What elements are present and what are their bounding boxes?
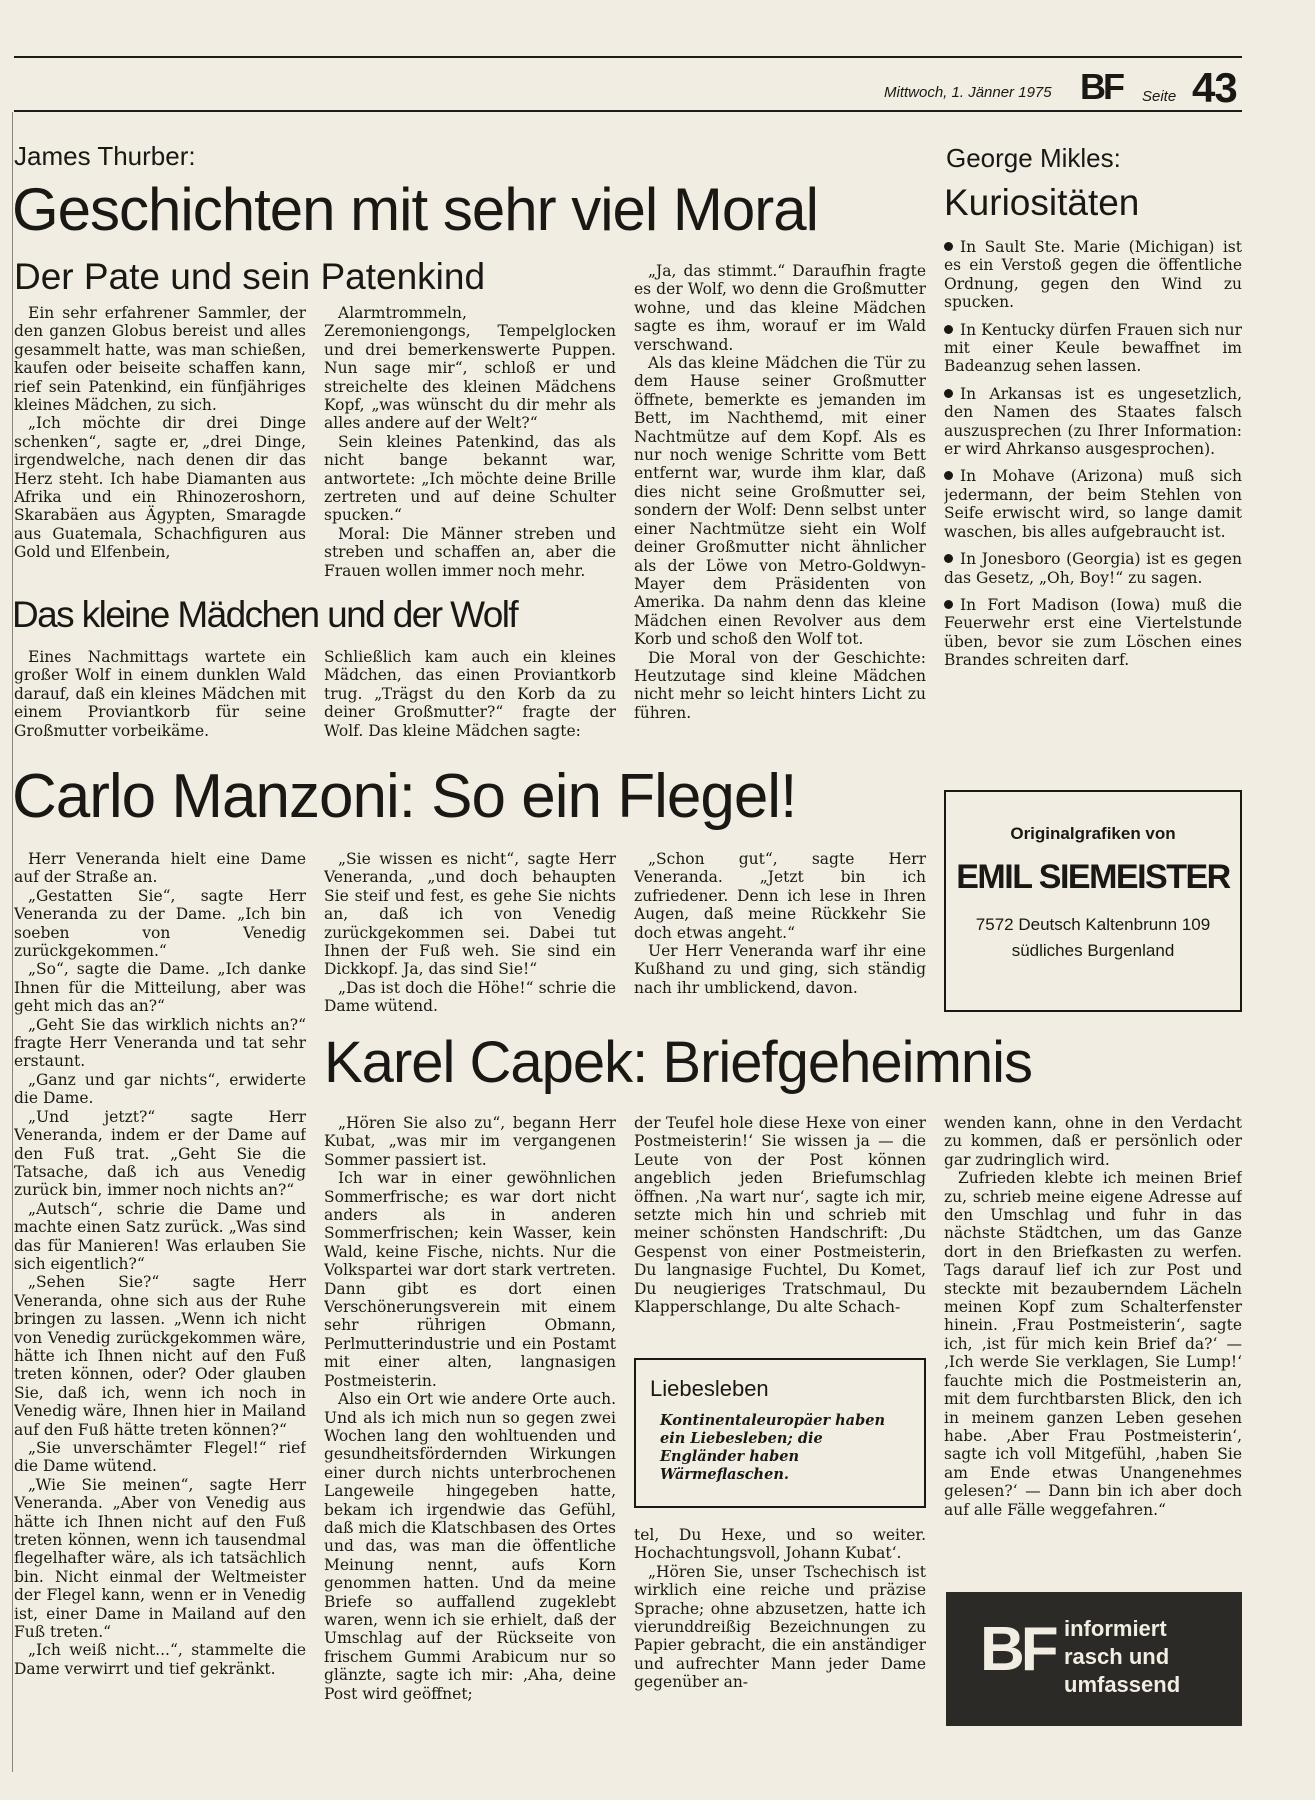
paragraph: „Das ist doch die Höhe!“ schrie die Dame wütend. <box>324 978 616 1016</box>
capek-headline: Karel Capek: Briefgeheimnis <box>324 1030 1033 1095</box>
left-margin-rule <box>12 112 13 1772</box>
bf-ad-box <box>946 1592 1242 1726</box>
paragraph: der Teufel hole diese Hexe von einer Postmeisterin!‘ Sie wissen ja — die Leute von der Post können angeblich jeden Briefumschlag öffnen. ‚Na wart nur‘, sagte ich mir, setzte mich hin und schrieb mit meiner schönsten Handschrift: ‚Du Gespenst von einer Postmeisterin, Du langnasige Fuchtel, Du Komet, Du neugieriges Tratschmaul, Du Klapperschlange, Du alte Schach- <box>634 1114 926 1317</box>
siemeister-ad-address: 7572 Deutsch Kaltenbrunn 109 <box>975 915 1211 934</box>
paragraph: Ich war in einer gewöhnlichen Sommerfrische; es war dort nicht anders als in anderen Sommerfrischen; kein Wasser, kein Wald, keine Fische, nichts. Nur die Volkspartei war dort stark vertreten. Dann gibt es dort einen Verschönerungsverein mit einem sehr rührigen Obmann, Perlmutterindustrie und ein Postamt mit einer alten, langnasigen Postmeisterin. <box>324 1169 616 1390</box>
paragraph: „Hören Sie, unser Tschechisch ist wirklich eine reiche und präzise Sprache; ohne abzusetzen, hatte ich vierunddreißig Bezeichnungen zu Papier gebracht, die ein anständiger und aufrechter Mann jeder Dame gegenüber an- <box>634 1562 926 1692</box>
paragraph: „So“, sagte die Dame. „Ich danke Ihnen für die Mitteilung, aber was geht mich das an?“ <box>14 960 306 1016</box>
paragraph: „Sehen Sie?“ sagte Herr Veneranda, ohne sich aus der Ruhe bringen zu lassen. „Wenn ich nicht von Venedig zurückgekommen wäre, hätte ich Ihnen nicht auf den Fuß treten können, oder? Oder glauben Sie, daß ich, wenn ich noch in Venedig wäre, Ihnen hier in Mailand auf den Fuß hätte treten können?“ <box>14 1273 306 1439</box>
paragraph: „Ich möchte dir drei Dinge schenken“, sagte er, „drei Dinge, irgendwelche, nach denen dir das Herz steht. Ich habe Diamanten aus Afrika und ein Rhinozeroshorn, Skarabäen aus Ägypten, Smaragde aus Guatemala, Schachfiguren aus Gold und Elfenbein, <box>14 414 306 562</box>
list-item: In Mohave (Arizona) muß sich jedermann, der beim Stehlen von Seife erwischt wird, so lange damit waschen, bis alles aufgebraucht ist. <box>944 467 1242 541</box>
thurber-story1-col1 <box>14 304 306 594</box>
paragraph: Also ein Ort wie andere Orte auch. Und als ich mich nun so gegen zwei Wochen lang den wohltuenden und gesundheitsfördernden Wirkungen einer durch nichts unterbrochenen Langeweile hingegeben hatte, bekam ich irgendwie das Gefühl, daß mich die Klatschbasen des Ortes und das, was man die öffentliche Meinung nennt, aufs Korn genommen hatten. Und da meine Briefe so auffallend zugeklebt waren, wenn ich sie erhielt, daß der Umschlag auf der Rückseite von frischem Gummi Arabicum nur so glänzte, sagte ich mir: ‚Aha, deine Post wird geöffnet; <box>324 1390 616 1703</box>
paragraph: „Ganz und gar nichts“, erwiderte die Dame. <box>14 1070 306 1108</box>
header-page-label: Seite <box>1142 88 1177 105</box>
paragraph: „Wie Sie meinen“, sagte Herr Veneranda. „Aber von Venedig aus hätte ich Ihnen nicht auf den Fuß treten können, wenn ich tausendmal flegelhafter wäre, als ich tatsächlich bin. Nicht einmal der Weltmeister der Flegel kann, wenn er in Venedig ist, einer Dame in Mailand auf den Fuß treten.“ <box>14 1475 306 1642</box>
thurber-headline: Geschichten mit sehr viel Moral <box>12 176 818 243</box>
thurber-col3 <box>634 262 926 744</box>
paragraph: „Autsch“, schrie die Dame und machte einen Satz zurück. „Was sind das für Manieren! Was erlauben Sie sich eigentlich?“ <box>14 1199 306 1273</box>
mikles-headline: Kuriositäten <box>944 182 1140 223</box>
manzoni-col3 <box>634 850 926 1016</box>
list-item: In Jonesboro (Georgia) ist es gegen das Gesetz, „Oh, Boy!“ zu sagen. <box>944 550 1242 587</box>
paragraph: Eines Nachmittags wartete ein großer Wolf in einem dunklen Wald darauf, daß ein kleines Mädchen mit einem Proviantkorb für seine Großmutter vorbeikäme. <box>14 648 306 740</box>
bullet-icon <box>944 600 953 609</box>
paragraph: „Ja, das stimmt.“ Daraufhin fragte es der Wolf, wo denn die Großmutter wohne, und das kleine Mädchen sagte es ihm, worauf er im Wald verschwand. <box>634 262 926 354</box>
capek-col2a <box>634 1114 926 1336</box>
paragraph: Schließlich kam auch ein kleines Mädchen, das einen Proviantkorb trug. „Trägst du den Korb da zu deiner Großmutter?“ fragte der Wolf. Das kleine Mädchen sagte: <box>324 648 616 740</box>
capek-col2b <box>634 1526 926 1730</box>
kuriositaeten-list <box>944 238 1242 770</box>
paragraph: „Und jetzt?“ sagte Herr Veneranda, indem er der Dame auf den Fuß trat. „Geht Sie die Tatsache, daß ich aus Venedig zurück bin, immer noch nichts an?“ <box>14 1107 306 1200</box>
bf-ad-line3: umfassend <box>1064 1672 1181 1697</box>
bullet-icon <box>944 554 953 563</box>
bullet-icon <box>944 471 953 480</box>
paragraph: Als das kleine Mädchen die Tür zu dem Hause seiner Großmutter öffnete, bemerkte es jemanden im Bett, im Nachthemd, mit einer Nachtmütze auf dem Kopf. Als es nur noch wenige Schritte vom Bett entfernt war, wurde ihm klar, daß dies nicht seine Großmutter sei, sondern der Wolf: Denn selbst unter einer Nachtmütze sieht ein Wolf deiner Großmutter nicht ähnlicher als der Löwe von Metro-Goldwyn-Mayer dem Präsidenten von Amerika. Da nahm denn das kleine Mädchen einen Revolver aus dem Korb und schoß den Wolf tot. <box>634 354 926 649</box>
paragraph: Ein sehr erfahrener Sammler, der den ganzen Globus bereist und alles gesammelt hatte, was man schießen, kaufen oder beiseite schaffen kann, rief sein Patenkind, ein fünfjähriges kleines Mädchen, zu sich. <box>14 304 306 415</box>
paragraph: Herr Veneranda hielt eine Dame auf der Straße an. <box>14 850 306 887</box>
manzoni-col2 <box>324 850 616 1016</box>
paragraph: tel, Du Hexe, und so weiter. Hochachtungsvoll, Johann Kubat‘. <box>634 1526 926 1563</box>
thurber-author: James Thurber: <box>14 141 196 171</box>
siemeister-ad-region: südliches Burgenland <box>1011 941 1175 960</box>
header-logo: BF <box>1080 66 1122 107</box>
thurber-story1-col2 <box>324 304 616 594</box>
header-date: Mittwoch, 1. Jänner 1975 <box>884 84 1052 101</box>
list-item: In Fort Madison (Iowa) muß die Feuerwehr erst eine Viertelstunde üben, bevor sie zum Löschen eines Brandes schreiten darf. <box>944 595 1242 670</box>
bullet-icon <box>944 389 953 398</box>
paragraph: wenden kann, ohne in den Verdacht zu kommen, daß er persönlich oder gar zudringlich wird. <box>944 1114 1242 1169</box>
list-item: In Sault Ste. Marie (Michigan) ist es ein Verstoß gegen die öffentliche Ordnung, gegen den Wind zu spucken. <box>944 238 1242 312</box>
thurber-story1-title: Der Pate und sein Patenkind <box>14 256 486 297</box>
manzoni-col1 <box>14 850 306 1724</box>
list-item: In Arkansas ist es ungesetzlich, den Namen des Staates falsch auszusprechen (zu Ihrer Information: er wird Ahrkanso ausgesprochen). <box>944 384 1242 459</box>
thurber-story2-col2 <box>324 648 616 742</box>
thurber-story2-col1 <box>14 648 306 742</box>
paragraph: Alarmtrommeln, Zeremoniengongs, Tempelglocken und drei bemerkenswerte Puppen. Nun sage mir“, schloß er und streichelte des kleinen Mädchens Kopf, „was wünscht du dir mehr als alles andere auf der Welt?“ <box>324 304 616 433</box>
liebesleben-box <box>634 1358 926 1508</box>
header-page-number: 43 <box>1192 64 1237 111</box>
paragraph: „Schon gut“, sagte Herr Veneranda. „Jetzt bin ich zufriedener. Denn ich lese in Ihren Augen, daß meine Rückkehr Sie doch etwas angeht.“ <box>634 850 926 942</box>
bf-ad-logo: BF <box>980 1615 1055 1684</box>
paragraph: Zufrieden klebte ich meinen Brief zu, schrieb meine eigene Adresse auf den Umschlag und fuhr in das nächste Städtchen, um das Ganze dort in den Briefkasten zu werfen. Tags darauf lief ich zur Post und steckte mit bezauberndem Lächeln meinen Kopf zum Schalterfenster hinein. ‚Frau Postmeisterin‘, sagte ich, ‚ist für mich kein Brief da?‘ — ‚Ich werde Sie verklagen, Sie Lump!‘ fauchte mich die Postmeisterin an, mit dem furchtbarsten Blick, den ich in meinem ganzen Leben gesehen habe. ‚Aber Frau Postmeisterin‘, sagte ich voll Mitgefühl, ‚haben Sie am Ende etwas Unangenehmes gelesen?‘ — Dann bin ich aber doch auf alle Fälle weggefahren.“ <box>944 1169 1242 1519</box>
bf-ad-line2: rasch und <box>1064 1644 1170 1669</box>
paragraph: „Sie unverschämter Flegel!“ rief die Dame wütend. <box>14 1439 306 1476</box>
header-top-rule <box>14 56 1242 58</box>
siemeister-ad-line1: Originalgrafiken von <box>1010 824 1176 843</box>
paragraph: Uer Herr Veneranda warf ihr eine Kußhand zu und ging, sich ständig nach ihr umblickend, davon. <box>634 942 926 997</box>
liebesleben-title: Liebesleben <box>650 1376 769 1401</box>
manzoni-headline: Carlo Manzoni: So ein Flegel! <box>12 762 797 831</box>
paragraph: „Ich weiß nicht...“, stammelte die Dame verwirrt und tief gekränkt. <box>14 1641 306 1678</box>
bullet-icon <box>944 242 953 251</box>
capek-col3 <box>944 1114 1242 1584</box>
header-bottom-rule <box>14 110 1242 112</box>
mikles-author: George Mikles: <box>946 143 1121 173</box>
thurber-story2-title: Das kleine Mädchen und der Wolf <box>12 594 518 635</box>
paragraph: Moral: Die Männer streben und streben und schaffen an, aber die Frauen wollen immer noch mehr. <box>324 524 616 580</box>
bullet-icon <box>944 325 953 334</box>
liebesleben-text: Kontinentaleuropäer haben ein Liebesleben; die Engländer haben Wärmeflaschen. <box>660 1412 885 1483</box>
paragraph: „Geht Sie das wirklich nichts an?“ fragte Herr Veneranda und tat sehr erstaunt. <box>14 1015 306 1071</box>
paragraph: Sein kleines Patenkind, das als nicht bange bekannt war, antwortete: „Ich möchte deine Brille zertreten und auf deine Schulter spucken.“ <box>324 432 616 525</box>
paragraph: „Gestatten Sie“, sagte Herr Veneranda zu der Dame. „Ich bin soeben von Venedig zurückgekommen.“ <box>14 886 306 961</box>
capek-col1 <box>324 1114 616 1730</box>
siemeister-ad-name: EMIL SIEMEISTER <box>956 858 1230 896</box>
paragraph: „Hören Sie also zu“, begann Herr Kubat, „was mir im vergangenen Sommer passiert ist. <box>324 1114 616 1169</box>
bf-ad-line1: informiert <box>1064 1616 1167 1641</box>
siemeister-ad-box <box>944 790 1242 1012</box>
paragraph: „Sie wissen es nicht“, sagte Herr Veneranda, „und doch behaupten Sie steif und fest, es gehe Sie nichts an, daß ich von Venedig zurückgekommen sei. Dabei tut Ihnen der Fuß weh. Sie sind ein Dickkopf. Ja, das sind Sie!“ <box>324 850 616 979</box>
list-item: In Kentucky dürfen Frauen sich nur mit einer Keule bewaffnet im Badeanzug sehen lassen. <box>944 320 1242 376</box>
paragraph: Die Moral von der Geschichte: Heutzutage sind kleine Mädchen nicht mehr so leicht hinters Licht zu führen. <box>634 648 926 722</box>
